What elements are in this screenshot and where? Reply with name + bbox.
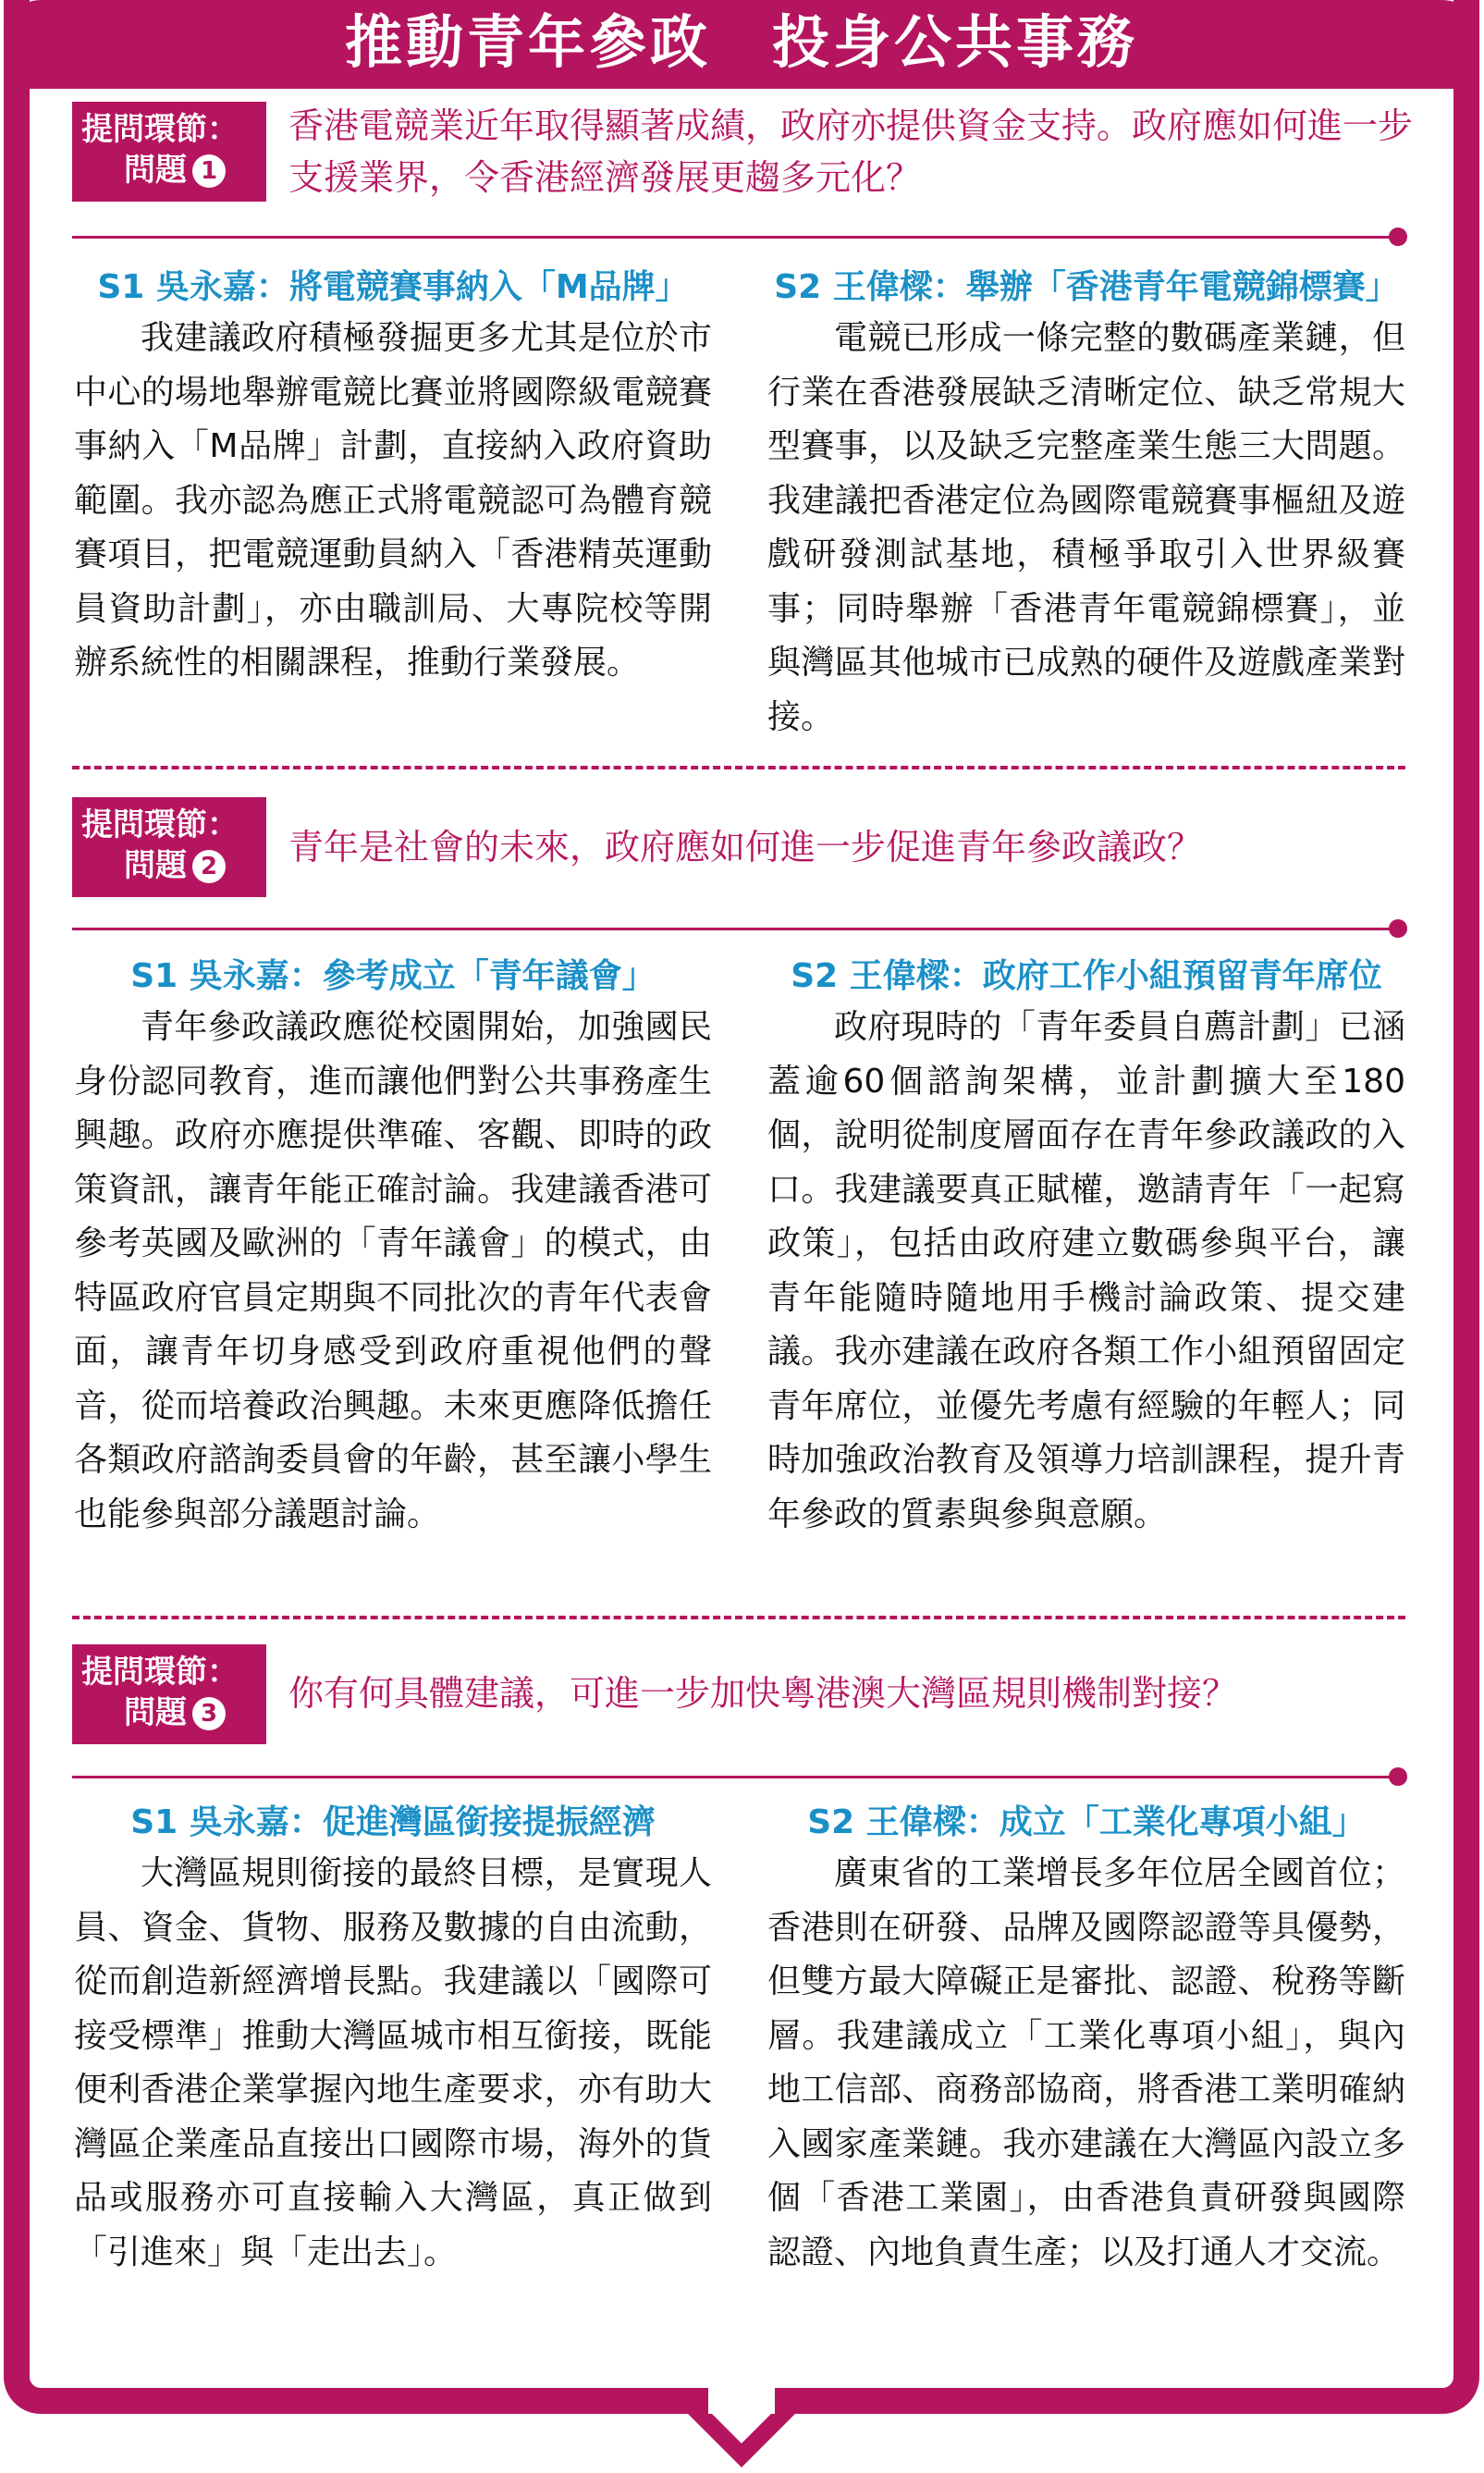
answer-body: 大灣區規則銜接的最終目標，是實現人員、資金、貨物、服務及數據的自由流動，從而創造新經濟增長點。我建議以「國際可接受標準」推動大灣區城市相互銜接，既能便利香港企業掌握內地生產要求，亦有助大灣區企業產品直接出口國際市場，海外的貨品或服務亦可直接輸入大灣區，真正做到「引進來」與「走出去」。 xyxy=(74,1854,712,2271)
answer-body: 廣東省的工業增長多年位居全國首位；香港則在研發、品牌及國際認證等具優勢，但雙方最大障礙正是審批、認證、稅務等斷層。我建議成立「工業化專項小組」，與內地工信部、商務部協商，將香港工業明確納入國家產業鏈。我亦建議在大灣區內設立多個「香港工業園」，由香港負責研發與國際認證、內地負責生產；以及打通人才交流。 xyxy=(767,1854,1405,2271)
answer-heading: S1 吳永嘉：參考成立「青年議會」 xyxy=(130,957,656,995)
answer-heading: S1 吳永嘉：將電競賽事納入「M品牌」 xyxy=(97,268,689,306)
answer-body: 青年參政議政應從校園開始，加強國民身份認同教育，進而讓他們對公共事務產生興趣。政府亦應提供準確、客觀、即時的政策資訊，讓青年能正確討論。我建議香港可參考英國及歐洲的「青年議會」的模式，由特區政府官員定期與不同批次的青年代表會面，讓青年切身感受到政府重視他們的聲音，從而培養政治興趣。未來更應降低擔任各類政府諮詢委員會的年齡，甚至讓小學生也能參與部分議題討論。 xyxy=(74,1008,712,1533)
section-label: 提問環節： xyxy=(81,806,239,843)
question-label-2 xyxy=(72,797,266,897)
section-label: 提問環節： xyxy=(81,111,239,148)
section-divider xyxy=(72,1616,1405,1619)
question-number-line xyxy=(81,150,266,191)
section-divider xyxy=(72,766,1405,769)
question-word: 問題 xyxy=(124,847,187,884)
answer-body: 電競已形成一條完整的數碼產業鏈，但行業在香港發展缺乏清晰定位、缺乏常規大型賽事，以及缺乏完整產業生態三大問題。我建議把香港定位為國際電競賽事樞紐及遊戲研發測試基地，積極爭取引入世界級賽事；同時舉辦「香港青年電競錦標賽」，並與灣區其他城市已成熟的硬件及遊戲產業對接。 xyxy=(767,319,1405,736)
question-label-3 xyxy=(72,1644,266,1744)
question-divider-3 xyxy=(72,1776,1394,1778)
divider-dot xyxy=(1389,919,1407,938)
divider-dot xyxy=(1389,228,1407,246)
question-number-badge: 2 xyxy=(192,850,226,883)
answer-heading: S2 王偉樑：成立「工業化專項小組」 xyxy=(807,1803,1366,1841)
question-label-1 xyxy=(72,102,266,202)
page-title: 推動青年參政 投身公共事務 xyxy=(4,0,1479,89)
answer-column-s2 xyxy=(767,264,1405,744)
question-divider-1 xyxy=(72,236,1394,239)
answer-heading: S1 吳永嘉：促進灣區銜接提振經濟 xyxy=(130,1803,656,1841)
answer-column-s1 xyxy=(74,1799,712,2280)
answer-heading: S2 王偉樑：舉辦「香港青年電競錦標賽」 xyxy=(774,268,1399,306)
question-text-2: 青年是社會的未來，政府應如何進一步促進青年參政議政？ xyxy=(288,827,1203,867)
answer-body: 政府現時的「青年委員自薦計劃」已涵蓋逾60個諮詢架構，並計劃擴大至180個，說明從制度層面存在青年參政議政的入口。我建議要真正賦權，邀請青年「一起寫政策」，包括由政府建立數碼參與平台，讓青年能隨時隨地用手機討論政策、提交建議。我亦建議在政府各類工作小組預留固定青年席位，並優先考慮有經驗的年輕人；同時加強政治教育及領導力培訓課程，提升青年參政的質素與參與意願。 xyxy=(767,1008,1405,1533)
section-label: 提問環節： xyxy=(81,1654,239,1691)
answer-heading: S2 王偉樑：政府工作小組預留青年席位 xyxy=(791,957,1382,995)
question-word: 問題 xyxy=(124,152,187,189)
speech-tail xyxy=(686,2384,797,2467)
question-divider-2 xyxy=(72,928,1394,930)
answer-column-s1 xyxy=(74,264,712,691)
question-number-badge: 1 xyxy=(192,154,226,188)
answer-column-s2 xyxy=(767,953,1405,1542)
question-text-1: 香港電競業近年取得顯著成績，政府亦提供資金支持。政府應如何進一步支援業界，令香港經濟發展更趨多元化？ xyxy=(288,105,1414,198)
answer-body: 我建議政府積極發掘更多尤其是位於市中心的場地舉辦電競比賽並將國際級電競賽事納入「M品牌」計劃，直接納入政府資助範圍。我亦認為應正式將電競認可為體育競賽項目，把電競運動員納入「香港精英運動員資助計劃」，亦由職訓局、大專院校等開辦系統性的相關課程，推動行業發展。 xyxy=(74,319,712,682)
question-text-3: 你有何具體建議，可進一步加快粵港澳大灣區規則機制對接？ xyxy=(288,1673,1238,1714)
question-number-line xyxy=(81,845,266,886)
question-number-line xyxy=(81,1692,266,1733)
answer-column-s2 xyxy=(767,1799,1405,2280)
divider-dot xyxy=(1389,1767,1407,1786)
answer-column-s1 xyxy=(74,953,712,1542)
question-word: 問題 xyxy=(124,1694,187,1731)
question-number-badge: 3 xyxy=(192,1697,226,1730)
